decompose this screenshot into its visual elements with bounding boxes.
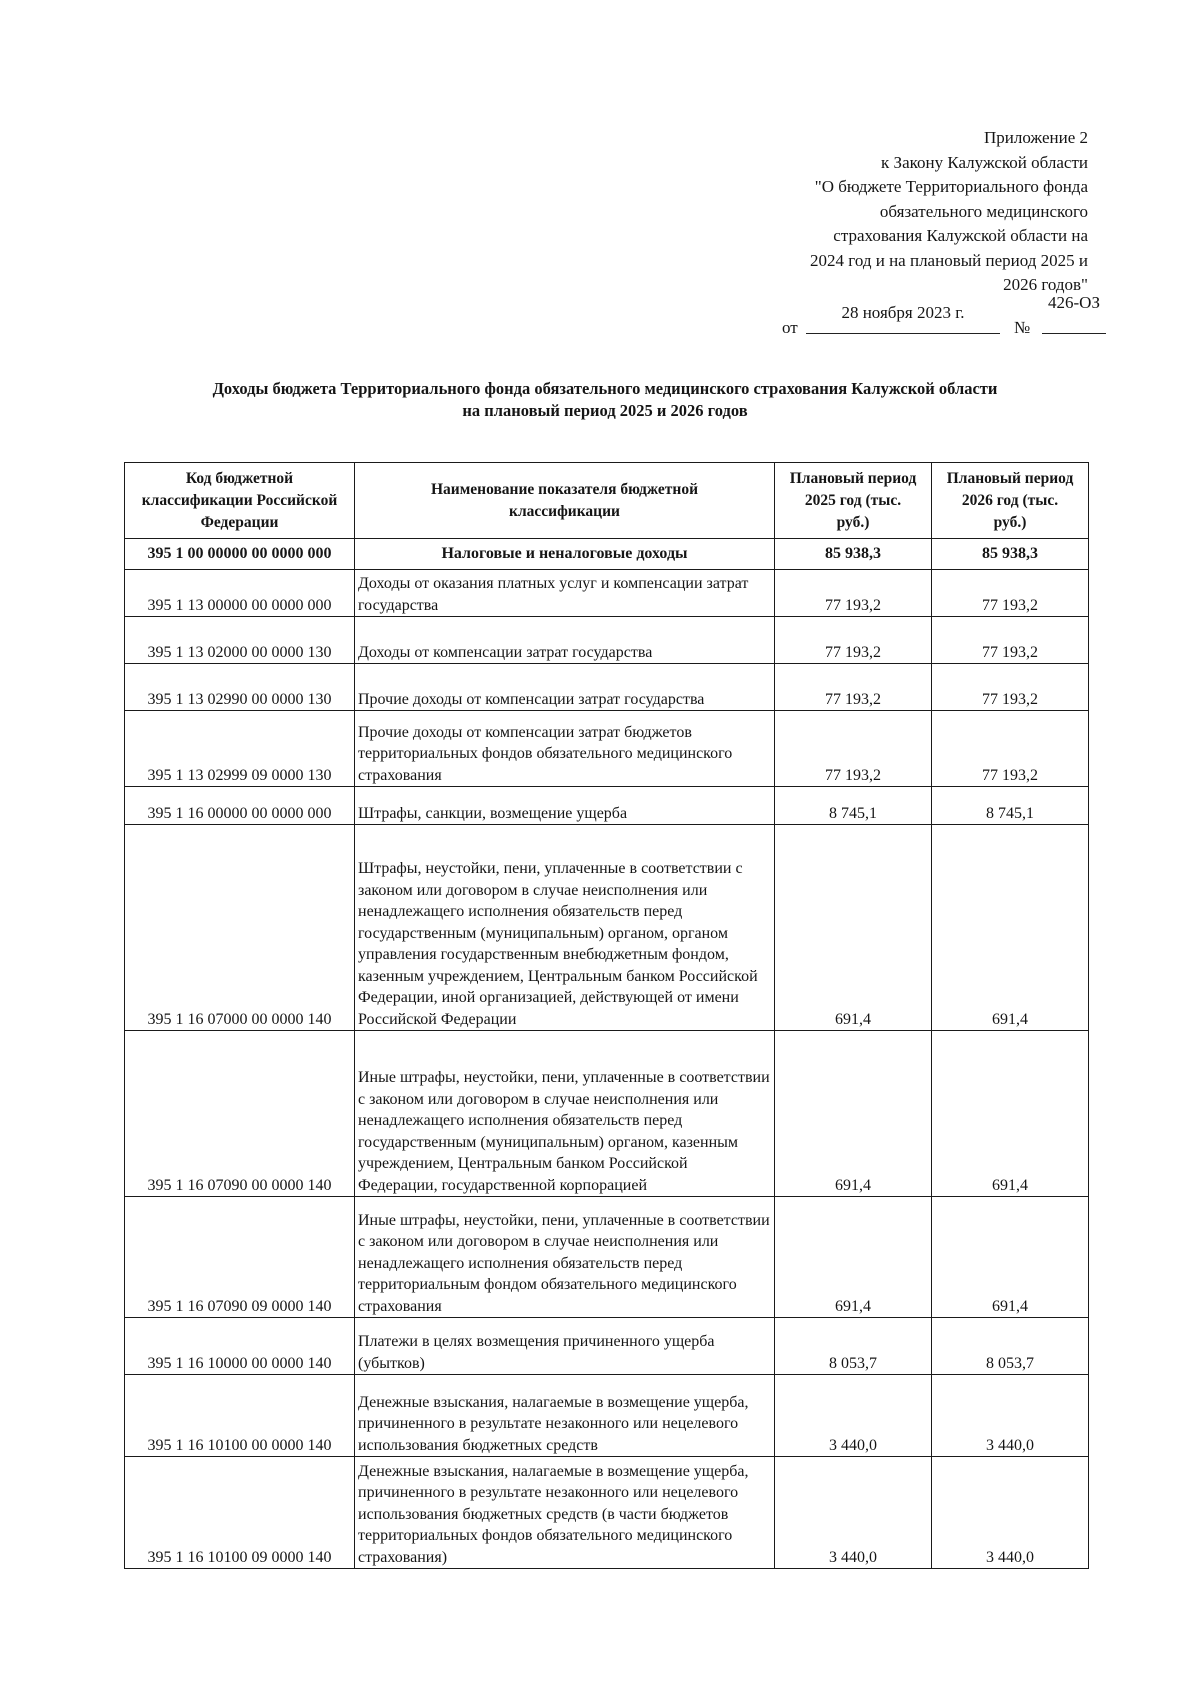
row-value-2026: 3 440,0 <box>932 1375 1089 1457</box>
row-value-2025: 8 745,1 <box>775 787 932 825</box>
row-value-2025: 691,4 <box>775 1197 932 1318</box>
row-value-2026: 691,4 <box>932 1031 1089 1197</box>
row-value-2026: 77 193,2 <box>932 711 1089 787</box>
row-name: Денежные взыскания, налагаемые в возмещение ущерба, причиненного в результате незаконного или нецелевого использования бюджетных средств (в части бюджетов территориальных фондов обязательного медицинского страхования) <box>355 1457 775 1569</box>
number-blank <box>1042 293 1106 334</box>
row-name: Налоговые и неналоговые доходы <box>355 539 775 570</box>
table-row <box>125 787 1089 825</box>
number-label: № <box>1014 318 1031 337</box>
title-line-1: Доходы бюджета Территориального фонда обязательного медицинского страхования Калужской области <box>212 379 998 398</box>
row-name: Прочие доходы от компенсации затрат государства <box>355 664 775 711</box>
row-value-2025: 691,4 <box>775 825 932 1031</box>
row-value-2026: 77 193,2 <box>932 664 1089 711</box>
table-row <box>125 1375 1089 1457</box>
row-name: Платежи в целях возмещения причиненного ущерба (убытков) <box>355 1318 775 1375</box>
row-code: 395 1 16 07090 09 0000 140 <box>125 1197 355 1318</box>
adoption-line <box>782 293 1100 338</box>
row-value-2026: 77 193,2 <box>932 617 1089 664</box>
row-name: Штрафы, неустойки, пени, уплаченные в соответствии с законом или договором в случае неисполнения или ненадлежащего исполнения обязательств перед государственным (муниципальным) органом, органом управления государственным внебюджетным фондом, казенным учреждением, Центральным банком Российской Федерации, иной организацией, действующей от имени Российской Федерации <box>355 825 775 1031</box>
row-value-2026: 8 745,1 <box>932 787 1089 825</box>
row-name: Денежные взыскания, налагаемые в возмещение ущерба, причиненного в результате незаконного или нецелевого использования бюджетных средств <box>355 1375 775 1457</box>
appendix-line: 2026 годов" <box>1003 275 1088 294</box>
law-number: 426-ОЗ <box>1048 293 1100 312</box>
row-value-2026: 691,4 <box>932 825 1089 1031</box>
table-row <box>125 617 1089 664</box>
row-value-2026: 691,4 <box>932 1197 1089 1318</box>
appendix-line: "О бюджете Территориального фонда <box>814 177 1088 196</box>
appendix-line: к Закону Калужской области <box>881 152 1088 172</box>
table-row <box>125 711 1089 787</box>
row-value-2025: 3 440,0 <box>775 1457 932 1569</box>
row-code: 395 1 16 10100 00 0000 140 <box>125 1375 355 1457</box>
header-2025: Плановый период 2025 год (тыс. руб.) <box>775 463 932 539</box>
row-code: 395 1 16 10000 00 0000 140 <box>125 1318 355 1375</box>
row-code: 395 1 16 07090 00 0000 140 <box>125 1031 355 1197</box>
row-value-2025: 77 193,2 <box>775 617 932 664</box>
row-code: 395 1 13 02990 00 0000 130 <box>125 664 355 711</box>
row-value-2026: 3 440,0 <box>932 1457 1089 1569</box>
row-code: 395 1 16 10100 09 0000 140 <box>125 1457 355 1569</box>
document-title <box>130 378 1080 422</box>
header-2026: Плановый период 2026 год (тыс. руб.) <box>932 463 1089 539</box>
row-value-2025: 77 193,2 <box>775 570 932 617</box>
appendix-line: страхования Калужской области на <box>833 226 1088 245</box>
row-name: Штрафы, санкции, возмещение ущерба <box>355 787 775 825</box>
row-name: Иные штрафы, неустойки, пени, уплаченные в соответствии с законом или договором в случае неисполнения или ненадлежащего исполнения обязательств перед территориальным фондом обязательного медицинского страхования <box>355 1197 775 1318</box>
row-value-2026: 8 053,7 <box>932 1318 1089 1375</box>
table-row <box>125 570 1089 617</box>
row-name: Доходы от компенсации затрат государства <box>355 617 775 664</box>
row-value-2025: 8 053,7 <box>775 1318 932 1375</box>
table-row <box>125 1031 1089 1197</box>
table-header-row <box>125 463 1089 539</box>
row-name: Иные штрафы, неустойки, пени, уплаченные в соответствии с законом или договором в случае неисполнения или ненадлежащего исполнения обязательств перед государственным (муниципальным) органом, казенным учреждением, Центральным банком Российской Федерации, государственной корпорацией <box>355 1031 775 1197</box>
row-value-2025: 691,4 <box>775 1031 932 1197</box>
row-code: 395 1 13 02999 09 0000 130 <box>125 711 355 787</box>
row-value-2025: 3 440,0 <box>775 1375 932 1457</box>
revenue-table <box>124 462 1089 1569</box>
row-value-2025: 85 938,3 <box>775 539 932 570</box>
row-code: 395 1 16 07000 00 0000 140 <box>125 825 355 1031</box>
row-value-2026: 77 193,2 <box>932 570 1089 617</box>
from-label: от <box>782 318 798 337</box>
row-name: Прочие доходы от компенсации затрат бюджетов территориальных фондов обязательного медицинского страхования <box>355 711 775 787</box>
row-code: 395 1 00 00000 00 0000 000 <box>125 539 355 570</box>
title-line-2: на плановый период 2025 и 2026 годов <box>462 401 748 420</box>
row-name: Доходы от оказания платных услуг и компенсации затрат государства <box>355 570 775 617</box>
row-code: 395 1 13 00000 00 0000 000 <box>125 570 355 617</box>
table-row <box>125 539 1089 570</box>
header-code: Код бюджетной классификации Российской Федерации <box>125 463 355 539</box>
appendix-line: Приложение 2 <box>984 128 1088 147</box>
table-row <box>125 664 1089 711</box>
appendix-line: обязательного медицинского <box>879 201 1088 221</box>
table-row <box>125 825 1089 1031</box>
row-value-2025: 77 193,2 <box>775 664 932 711</box>
row-value-2026: 85 938,3 <box>932 539 1089 570</box>
row-value-2025: 77 193,2 <box>775 711 932 787</box>
header-name: Наименование показателя бюджетной классификации <box>355 463 775 539</box>
row-code: 395 1 16 00000 00 0000 000 <box>125 787 355 825</box>
adoption-date: 28 ноября 2023 г. <box>841 303 965 322</box>
table-row <box>125 1318 1089 1375</box>
appendix-line: 2024 год и на плановый период 2025 и <box>810 250 1088 270</box>
appendix-block <box>728 126 1088 298</box>
date-blank <box>806 303 1000 334</box>
table-row <box>125 1457 1089 1569</box>
table-row <box>125 1197 1089 1318</box>
row-code: 395 1 13 02000 00 0000 130 <box>125 617 355 664</box>
